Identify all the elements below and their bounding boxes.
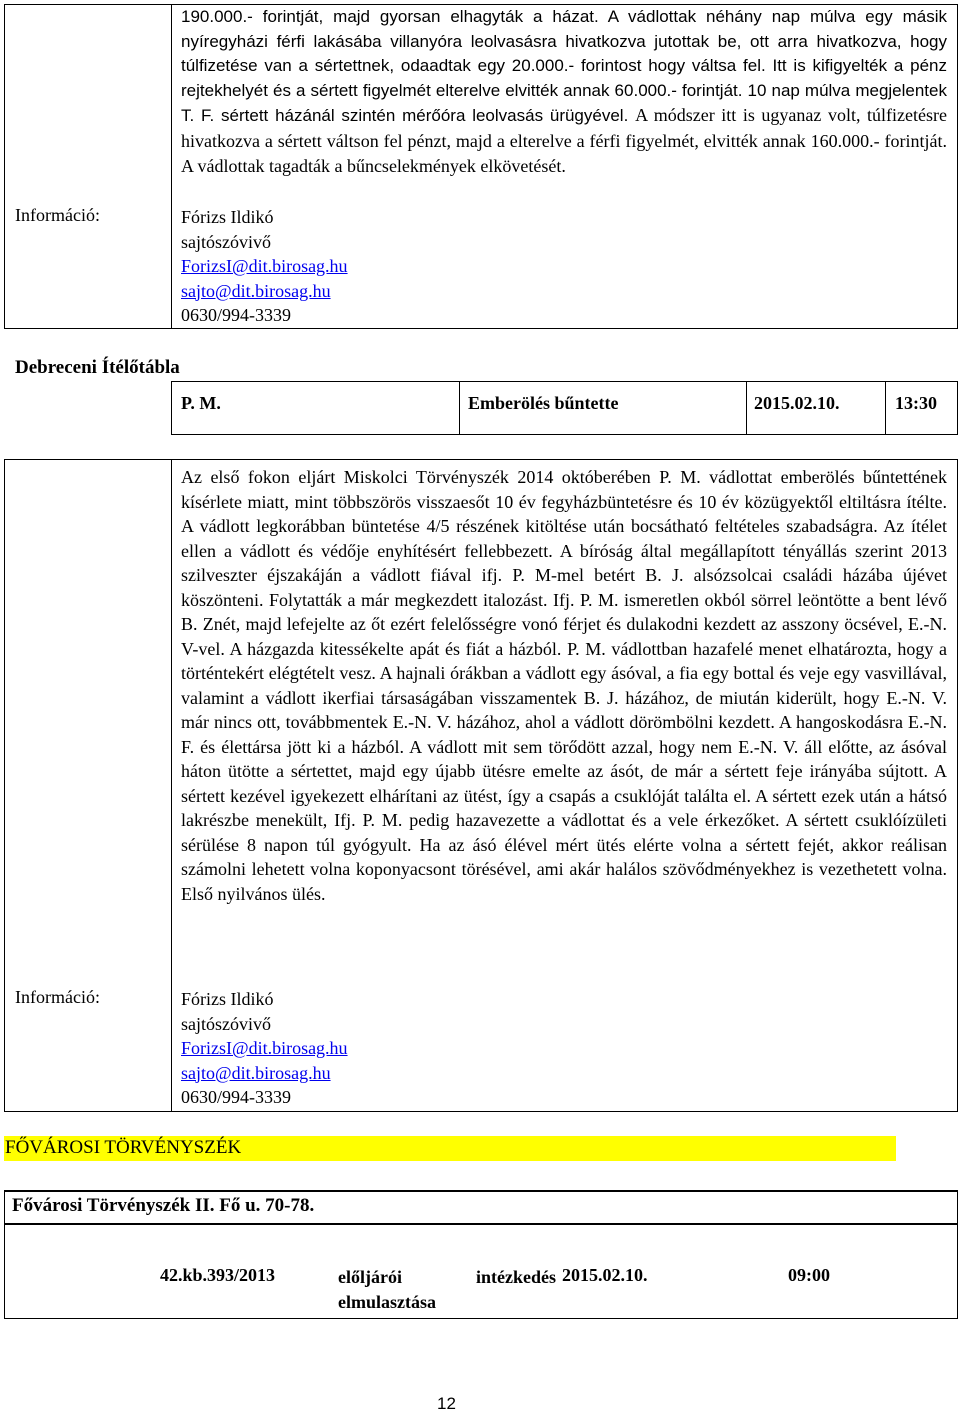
contact-email-link[interactable]: ForizsI@dit.birosag.hu [181,256,348,276]
case-subject-line2: elmulasztása [338,1291,436,1312]
case-time: 09:00 [788,1265,830,1285]
venue-address: Fővárosi Törvényszék II. Fő u. 70-78. [12,1195,315,1216]
page-number: 12 [437,1394,456,1413]
info-label: Információ: [15,205,100,225]
case-date: 2015.02.10. [754,393,840,413]
case-text-serif: A módszer itt is ugyanaz volt, túlfizetésre hivatkozva a sértett váltson fel pénzt, majd a elterelve a férfi figyelmét, elvitték annak 160.000.- forintját. A vádlottak tagadták a bűncselekmények elkövetését. [181,105,947,176]
contact-role: sajtószóvivő [181,231,271,252]
court-banner-text: FŐVÁROSI TÖRVÉNYSZÉK [5,1137,242,1158]
contact-role: sajtószóvivő [181,1013,271,1034]
contact-phone: 0630/994-3339 [181,1087,291,1107]
case-text-sans: 190.000.- forintját, majd gyorsan elhagyták a házat. A vádlottak néhány nap múlva egy másik nyíregyházi férfi lakásába villanyóra leolvasásra hivatkozva jutottak be, ott arra hivatkozva, hogy túlfizetése van a sértettnek, odaadtak egy 20.000.- forintost hogy váltsa fel. Itt is kifigyelték a pénz rejtekhelyét és a sértett figyelmét elterelve elvitték annak 60.000.- forintját. 10 nap múlva megjelentek T. F. sértett házánál szintén mérőóra leolvasás ürügyével. [181,7,947,125]
contact-name: Fórizs Ildikó [181,989,274,1009]
case-time: 13:30 [895,393,937,413]
info-label: Információ: [15,987,100,1007]
contact-name: Fórizs Ildikó [181,207,274,227]
case-description-part1 [181,5,947,180]
contact-block [181,987,581,1110]
case-description: Az első fokon eljárt Miskolci Törvényszék 2014 októberében P. M. vádlottat emberölés bűntettének kísérlete miatt, mint többszörös visszaesőt 10 év fegyházbüntetésre és 10 év közügyektől eltiltásra ítélte. A vádlott legkorábban büntetése 4/5 részének kitöltése után bocsátható feltételes szabadságra. Az ítélet ellen a vádlott és védője enyhítésért fellebbezett. A bíróság által megállapított tényállás szerint 2013 szilveszter éjszakáján a vádlott fiával ifj. P. M-mel betért B. J. alsózsolcai családi házába újévet köszönteni. Folytatták a már megkezdett italozást. Ifj. P. M. ismeretlen okból sörrel leöntötte a bent lévő B. Znét, majd lefejelte az őt ezért felelősségre vonó férjet és dulakodni kezdett az asszony öcsével, E.-N. V-vel. A házgazda kitessékelte apát és fiát a házból. P. M. vádlottban hazafelé menet elhatározta, hogy a történtekért elégtételt vesz. A hajnali órákban a vádlott egy ásóval, a fia egy bottal és veje egy vasvillával, valamint a vádlott ikerfiai társaságában visszamentek B. J. házához, de miután kiderült, hogy E.-N. V. már nincs ott, továbbmentek E.-N. V. házához, ahol a vádlott dörömbölni kezdett. A hangoskodásra E.-N. F. és élettársa jött ki a házból. A vádlott mit sem törődött azzal, hogy nem E.-N. V. áll előtte, az ásóval háton ütötte a sértettet, majd egy újabb ütésre emelte az ásót, de már a sértett feje irányába sújtott. A sértett kezével igyekezett elhárítani az ütést, így a csapás a csuklóját találta el. A sértett ezek után a hátsó lakrészbe menekült, Ifj. P. M. pedig hazavezette a vádlottat és a vele érkezőket. A sértett csuklóízületi sérülése 8 napon túl gyógyult. Ha az ásó élével mért ütés elérte volna a sértett fejét, akkor reálisan számolni lehetett volna koponyacsont törésével, ami akár halálos szövődményekhez is vezethetett volna. Első nyilvános ülés. [181,467,947,904]
header-divider-1 [459,381,460,435]
detail-divider [171,459,172,1112]
court-banner [4,1136,896,1161]
press-email-link[interactable]: sajto@dit.birosag.hu [181,1062,331,1083]
press-email-link[interactable]: sajto@dit.birosag.hu [181,280,331,301]
case-subject: Emberölés bűntette [468,393,619,413]
header-divider-3 [885,381,886,435]
case-subject [338,1265,556,1314]
column-divider [171,4,172,329]
court-heading: Debreceni Ítélőtábla [15,357,180,378]
case-party: P. M. [181,393,221,413]
case-subject-line1: előljárói intézkedés [338,1267,556,1287]
case-number: 42.kb.393/2013 [160,1265,276,1285]
contact-block [181,205,581,328]
case-date: 2015.02.10. [562,1265,648,1285]
contact-email-link[interactable]: ForizsI@dit.birosag.hu [181,1038,348,1058]
header-divider-2 [746,381,747,435]
contact-phone: 0630/994-3339 [181,305,291,325]
